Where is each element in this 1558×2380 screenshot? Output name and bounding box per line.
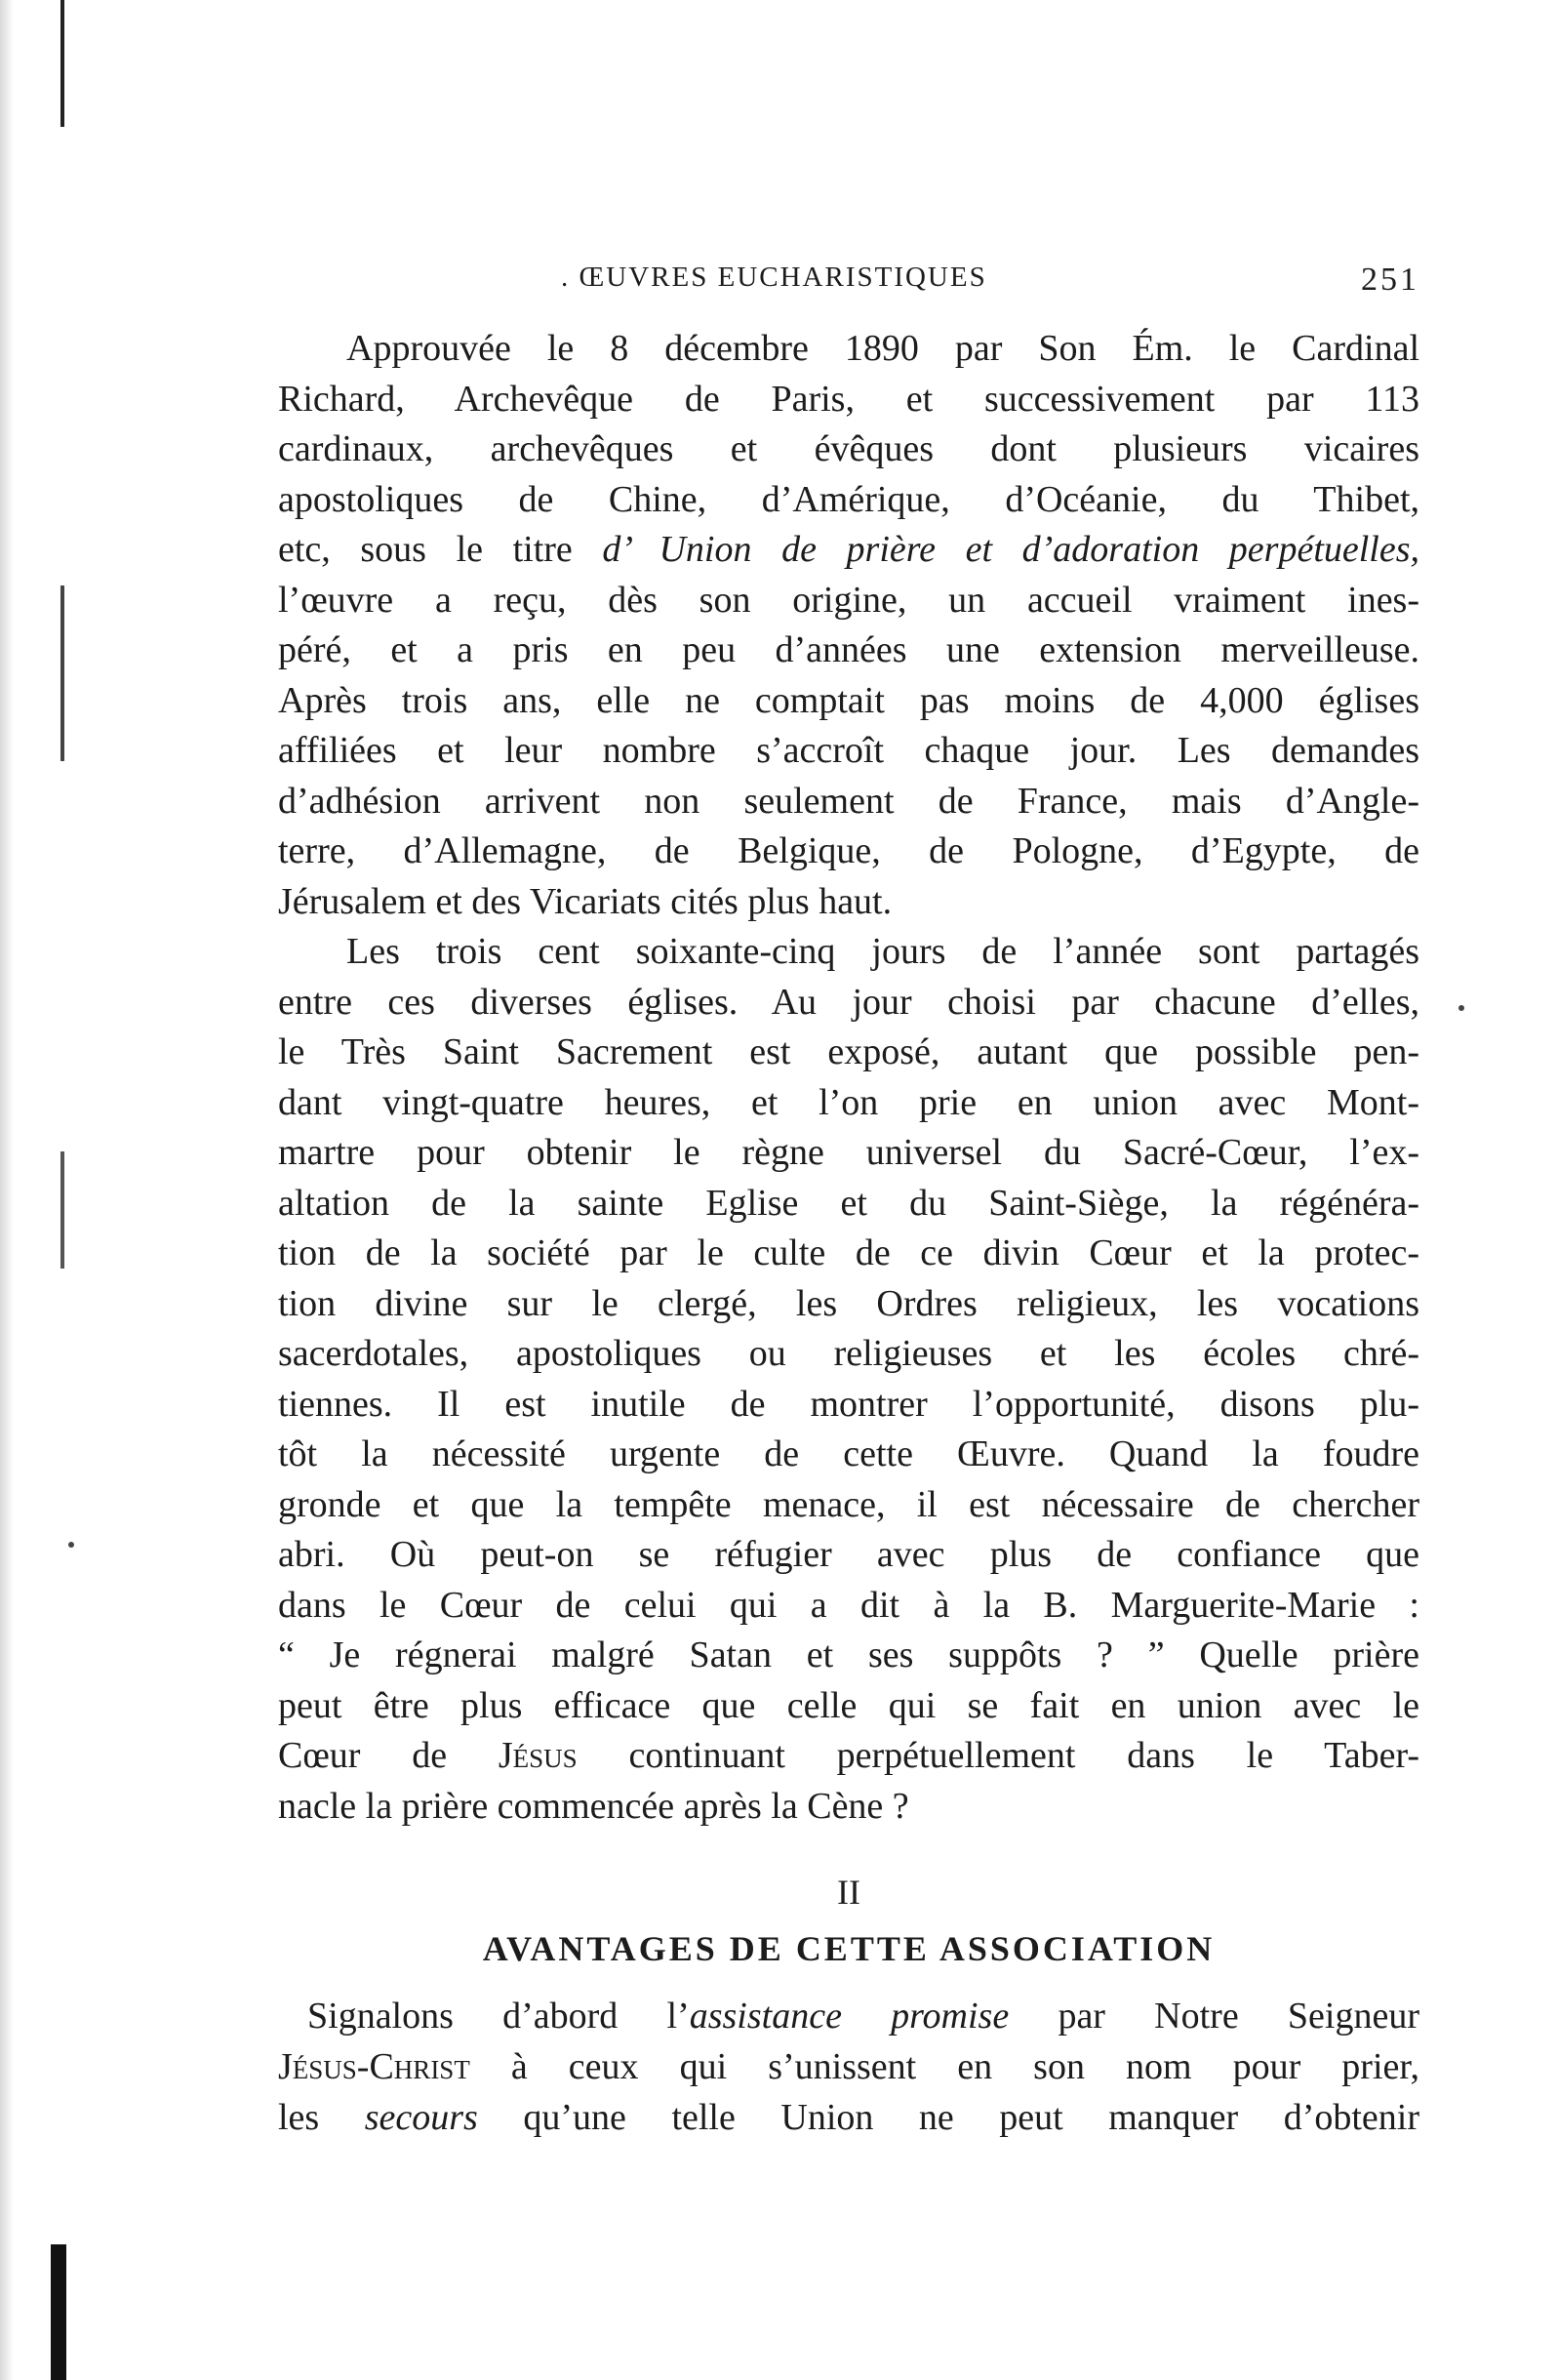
gutter-mark — [60, 0, 64, 127]
text-line: “ Je régnerai malgré Satan et ses suppôts ? ” Quelle prière — [278, 1634, 1419, 1675]
running-head — [278, 262, 1419, 301]
text-line: Les trois cent soixante-cinq jours de l’année sont partagés — [346, 931, 1419, 972]
text-line: tiennes. Il est inutile de montrer l’opportunité, disons plu- — [278, 1383, 1419, 1425]
text-line: tion divine sur le clergé, les Ordres religieux, les vocations — [278, 1282, 1419, 1324]
book-binding-shadow — [0, 0, 14, 2380]
gutter-mark — [51, 2244, 66, 2380]
text-line — [278, 525, 1419, 576]
italic-phrase: assistance promise — [689, 1996, 1010, 2037]
page-number: 251 — [1361, 262, 1419, 298]
text-line: altation de la sainte Eglise et du Saint-Siège, la régénéra- — [278, 1182, 1419, 1224]
text-line: le Très Saint Sacrement est exposé, autant que possible pen- — [278, 1031, 1419, 1072]
text-line: Richard, Archevêque de Paris, et successivement par 113 — [278, 378, 1419, 420]
text-line — [278, 1991, 1419, 2041]
text-line: dans le Cœur de celui qui a dit à la B. Marguerite-Marie : — [278, 1584, 1419, 1626]
text-line: gronde et que la tempête menace, il est nécessaire de chercher — [278, 1483, 1419, 1525]
text-fragment: Cœur de — [278, 1735, 448, 1776]
paragraph-1 — [278, 324, 1419, 927]
text-line — [278, 2041, 1419, 2092]
small-caps-jesus-christ: Jésus-Christ — [278, 2046, 470, 2087]
text-line: d’adhésion arrivent non seulement de France, mais d’Angle- — [278, 780, 1419, 822]
paragraph-3 — [278, 1991, 1419, 2143]
text-line: Après trois ans, elle ne comptait pas moins de 4,000 églises — [278, 679, 1419, 721]
text-line — [278, 2092, 1419, 2143]
italic-title: d’ Union de prière et d’adoration perpétuelles, — [602, 529, 1420, 570]
text-line: affiliées et leur nombre s’accroît chaque jour. Les demandes — [278, 730, 1419, 771]
text-fragment: par Notre Seigneur — [1058, 1996, 1419, 2037]
text-fragment: Signalons d’abord l’ — [307, 1996, 690, 2037]
text-line: Approuvée le 8 décembre 1890 par Son Ém. le Cardinal — [346, 328, 1419, 369]
text-fragment: etc, sous le titre — [278, 529, 573, 570]
paragraph-2 — [278, 927, 1419, 1832]
text-line: sacerdotales, apostoliques ou religieuses et les écoles chré- — [278, 1333, 1419, 1374]
gutter-mark — [60, 585, 64, 761]
text-line: nacle la prière commencée après la Cène ? — [278, 1785, 909, 1827]
body-text — [278, 324, 1419, 1832]
text-line: martre pour obtenir le règne universel du Sacré-Cœur, l’ex- — [278, 1132, 1419, 1173]
italic-phrase: secours — [364, 2097, 478, 2138]
text-line: péré, et a pris en peu d’années une extension merveilleuse. — [278, 629, 1419, 670]
text-line: Jérusalem et des Vicariats cités plus haut. — [278, 880, 893, 922]
ink-speck — [68, 1542, 74, 1548]
text-fragment: qu’une telle Union ne peut manquer d’obtenir — [523, 2097, 1420, 2138]
text-line: cardinaux, archevêques et évêques dont plusieurs vicaires — [278, 428, 1419, 469]
section-number: II — [837, 1873, 860, 1912]
text-fragment: à ceux qui s’unissent en son nom pour prier, — [510, 2046, 1420, 2087]
text-line: l’œuvre a reçu, dès son origine, un accueil vraiment ines- — [278, 579, 1419, 621]
text-line: apostoliques de Chine, d’Amérique, d’Océanie, du Thibet, — [278, 478, 1419, 520]
text-line: dant vingt-quatre heures, et l’on prie en union avec Mont- — [278, 1081, 1419, 1123]
text-line: tion de la société par le culte de ce divin Cœur et la protec- — [278, 1232, 1419, 1273]
running-title: . ŒUVRES EUCHARISTIQUES — [561, 262, 987, 293]
ink-speck — [1458, 1005, 1464, 1011]
text-line: entre ces diverses églises. Au jour choisi par chacune d’elles, — [278, 981, 1419, 1023]
gutter-mark — [60, 1151, 64, 1269]
text-fragment: les — [278, 2097, 320, 2138]
text-line: terre, d’Allemagne, de Belgique, de Pologne, d’Egypte, de — [278, 830, 1419, 871]
text-line: tôt la nécessité urgente de cette Œuvre. Quand la foudre — [278, 1433, 1419, 1474]
text-fragment: continuant perpétuellement dans le Taber- — [628, 1735, 1419, 1776]
small-caps-jesus: Jésus — [498, 1735, 578, 1776]
text-line: peut être plus efficace que celle qui se fait en union avec le — [278, 1684, 1419, 1726]
text-line — [278, 1731, 1419, 1782]
text-line: abri. Où peut-on se réfugier avec plus de confiance que — [278, 1534, 1419, 1575]
section-heading: AVANTAGES DE CETTE ASSOCIATION — [482, 1929, 1216, 1968]
